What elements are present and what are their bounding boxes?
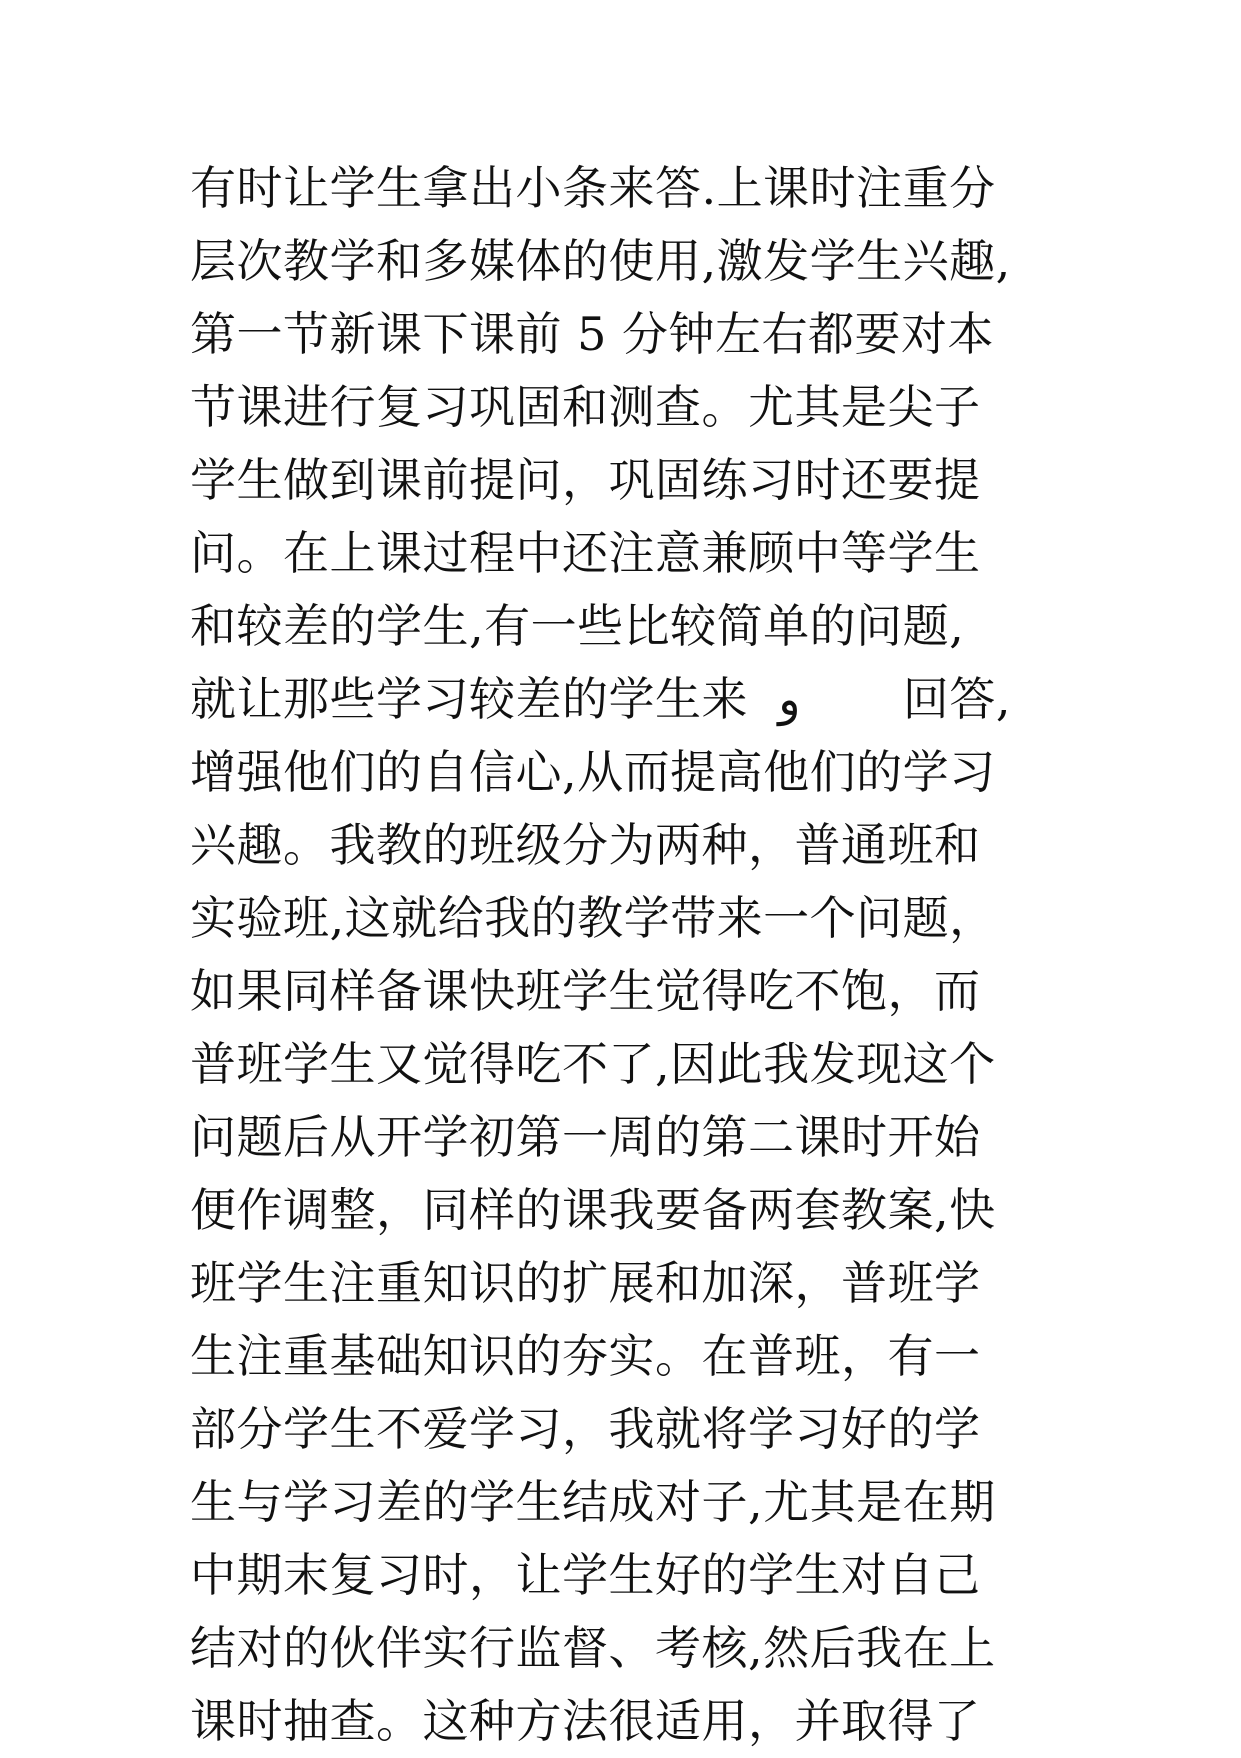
text-line: 兴趣。我教的班级分为两种，普通班和 [190, 818, 981, 872]
text-line: 有时让学生拿出小条来答.上课时注重分 [190, 161, 996, 215]
text-line: 中期末复习时，让学生好的学生对自己 [190, 1548, 981, 1602]
text-line: 就让那些学习较差的学生来 و 回答, [190, 672, 1011, 726]
text-line: 和较差的学生,有一些比较简单的问题, [190, 599, 965, 653]
text-line: 增强他们的自信心,从而提高他们的学习 [190, 745, 996, 799]
text-line: 节课进行复习巩固和测查。尤其是尖子 [190, 380, 981, 434]
body-text [190, 152, 1070, 1758]
text-line: 生注重基础知识的夯实。在普班，有一 [190, 1329, 981, 1383]
text-line: 便作调整，同样的课我要备两套教案,快 [190, 1183, 996, 1237]
text-line: 实验班,这就给我的教学带来一个问题， [190, 891, 996, 945]
text-line: 课时抽查。这种方法很适用，并取得了 [190, 1694, 981, 1748]
text-line: 生与学习差的学生结成对子,尤其是在期 [190, 1475, 996, 1529]
text-line: 第一节新课下课前 5 分钟左右都要对本 [190, 307, 995, 361]
text-line: 普班学生又觉得吃不了,因此我发现这个 [190, 1037, 996, 1091]
text-line: 部分学生不爱学习，我就将学习好的学 [190, 1402, 981, 1456]
text-line: 如果同样备课快班学生觉得吃不饱，而 [190, 964, 981, 1018]
text-line: 班学生注重知识的扩展和加深，普班学 [190, 1256, 981, 1310]
text-line: 学生做到课前提问，巩固练习时还要提 [190, 453, 981, 507]
text-line: 问题后从开学初第一周的第二课时开始 [190, 1110, 981, 1164]
text-line: 问。在上课过程中还注意兼顾中等学生 [190, 526, 981, 580]
text-line: 层次教学和多媒体的使用,激发学生兴趣, [190, 234, 1011, 288]
text-line: 结对的伙伴实行监督、考核,然后我在上 [190, 1621, 996, 1675]
